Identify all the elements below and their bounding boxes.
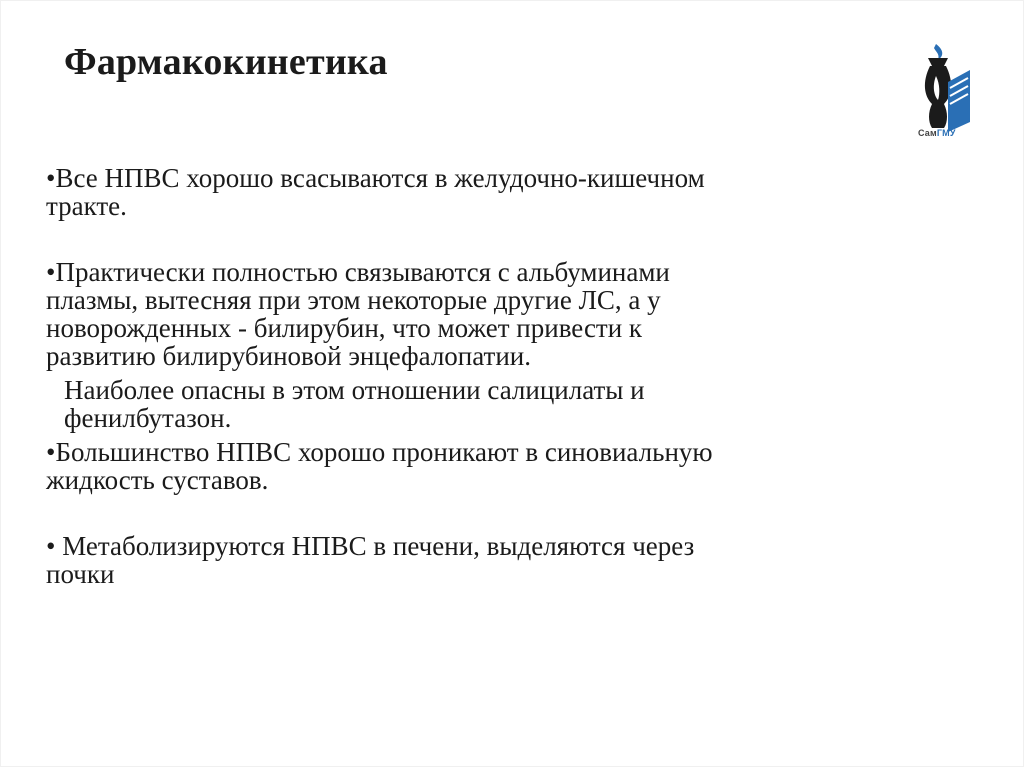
text-line bbox=[46, 258, 926, 286]
slide-content bbox=[46, 164, 926, 588]
text-line: тракте. bbox=[46, 191, 127, 221]
spacer bbox=[46, 220, 926, 258]
text-line: новорожденных - билирубин, что может привести к bbox=[46, 313, 643, 343]
bullet-marker: • bbox=[46, 257, 56, 287]
text-line: плазмы, вытесняя при этом некоторые другие ЛС, а у bbox=[46, 285, 661, 315]
text-line: жидкость суставов. bbox=[46, 465, 269, 495]
indented-paragraph bbox=[46, 376, 926, 432]
text-line-content: Практически полностью связываются с альбуминами bbox=[55, 257, 670, 287]
text-line-content: Большинство НПВС хорошо проникают в синовиальную bbox=[55, 437, 713, 467]
text-line: Наиболее опасны в этом отношении салицилаты и bbox=[64, 375, 645, 405]
text-line bbox=[46, 532, 926, 560]
bullet-paragraph-2 bbox=[46, 258, 926, 370]
bullet-paragraph-1 bbox=[46, 164, 926, 220]
text-line: фенилбутазон. bbox=[64, 403, 232, 433]
bullet-marker: • bbox=[46, 531, 56, 561]
bullet-paragraph-4 bbox=[46, 532, 926, 588]
slide-title: Фармакокинетика bbox=[64, 41, 388, 83]
text-line: развитию билирубиновой энцефалопатии. bbox=[46, 341, 531, 371]
bullet-marker: • bbox=[46, 437, 56, 467]
text-line bbox=[46, 164, 926, 192]
bullet-paragraph-3 bbox=[46, 438, 926, 494]
logo-caption-suffix: ГМУ bbox=[936, 128, 956, 138]
text-line-content: Все НПВС хорошо всасываются в желудочно-кишечном bbox=[55, 163, 705, 193]
text-line bbox=[46, 438, 926, 466]
bullet-marker: • bbox=[46, 163, 56, 193]
logo-caption bbox=[918, 128, 956, 138]
text-line: почки bbox=[46, 559, 115, 589]
spacer bbox=[46, 494, 926, 532]
text-line-content: Метаболизируются НПВС в печени, выделяются через bbox=[55, 531, 695, 561]
logo-caption-prefix: Сам bbox=[918, 128, 937, 138]
